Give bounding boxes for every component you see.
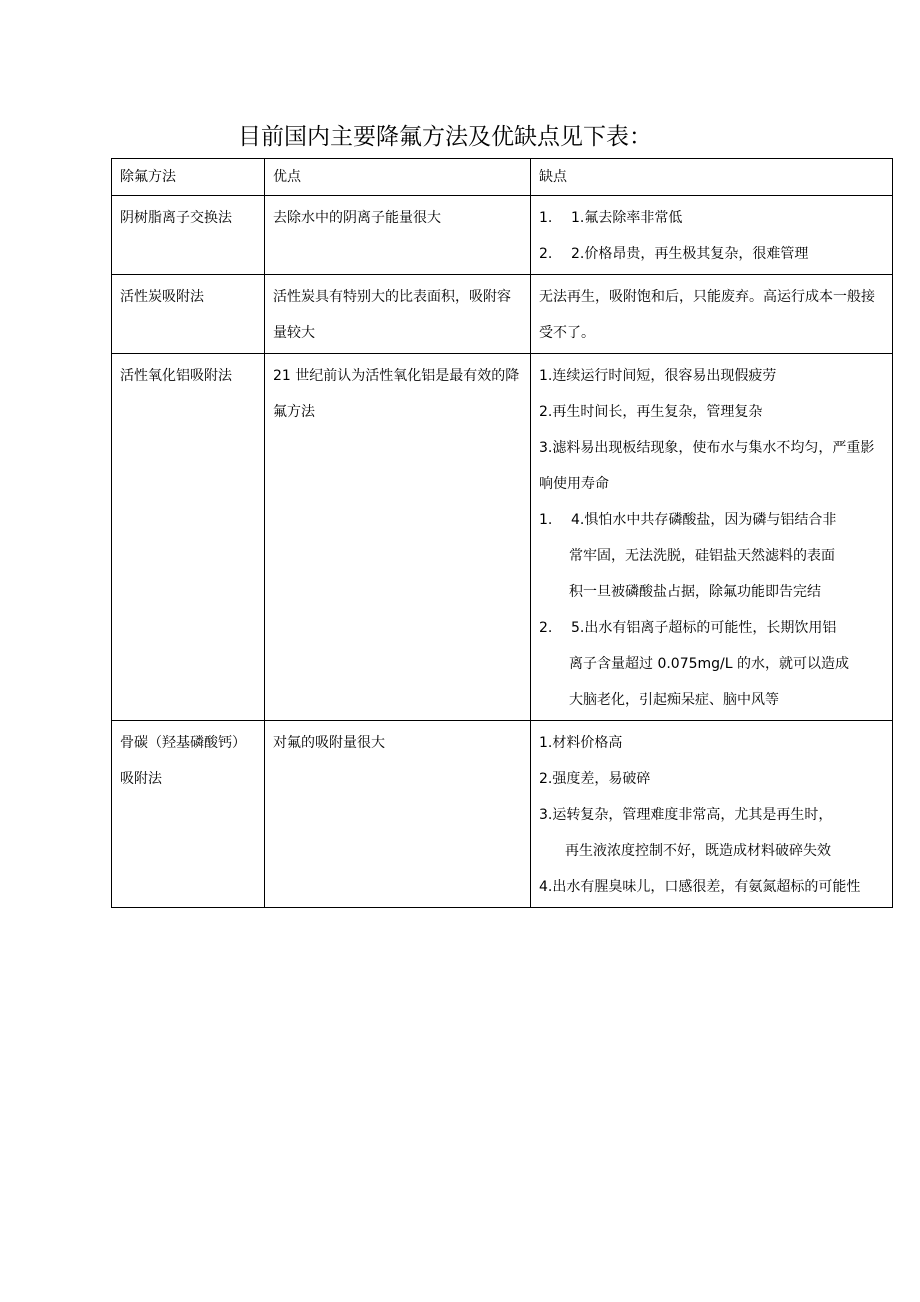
header-method: 除氟方法 xyxy=(112,159,265,196)
page-title: 目前国内主要降氟方法及优缺点见下表： xyxy=(238,124,652,150)
method-cell: 活性氧化铝吸附法 xyxy=(112,354,265,721)
table-row xyxy=(112,196,893,275)
disadvantage-cell xyxy=(531,354,893,721)
list-item: 4.出水有腥臭味儿，口感很差，有氨氮超标的可能性 xyxy=(539,879,861,895)
header-advantage: 优点 xyxy=(265,159,531,196)
list-item: 2. 2.价格昂贵，再生极其复杂，很难管理 xyxy=(539,246,809,262)
method-cell: 阴树脂离子交换法 xyxy=(112,196,265,275)
header-disadvantage: 缺点 xyxy=(531,159,893,196)
table-row xyxy=(112,275,893,354)
table-row xyxy=(112,721,893,908)
list-item-continuation: 积一旦被磷酸盐占据，除氟功能即告完结 xyxy=(569,584,821,600)
list-item-continuation: 再生液浓度控制不好，既造成材料破碎失效 xyxy=(565,843,831,859)
list-item: 3.运转复杂，管理难度非常高，尤其是再生时， xyxy=(539,807,833,823)
advantage-cell: 21 世纪前认为活性氧化铝是最有效的降氟方法 xyxy=(265,354,531,721)
list-item: 2.再生时间长，再生复杂，管理复杂 xyxy=(539,404,763,420)
list-item: 1.连续运行时间短，很容易出现假疲劳 xyxy=(539,368,777,384)
list-item-continuation: 大脑老化，引起痴呆症、脑中风等 xyxy=(569,692,779,708)
defluoridation-table xyxy=(111,158,893,908)
list-item-continuation: 离子含量超过 0.075mg/L 的水，就可以造成 xyxy=(569,656,850,672)
advantage-cell: 活性炭具有特别大的比表面积，吸附容量较大 xyxy=(265,275,531,354)
disadvantage-cell xyxy=(531,196,893,275)
table-header-row xyxy=(112,159,893,196)
advantage-cell: 去除水中的阴离子能量很大 xyxy=(265,196,531,275)
list-item: 3.滤料易出现板结现象，使布水与集水不均匀，严重影响使用寿命 xyxy=(539,440,875,492)
method-cell: 活性炭吸附法 xyxy=(112,275,265,354)
list-item-continuation: 常牢固，无法洗脱，硅铝盐天然滤料的表面 xyxy=(569,548,835,564)
list-item: 1.材料价格高 xyxy=(539,735,623,751)
list-item: 2. 5.出水有铝离子超标的可能性，长期饮用铝 xyxy=(539,620,837,636)
disadvantage-cell: 无法再生，吸附饱和后，只能废弃。高运行成本一般接受不了。 xyxy=(531,275,893,354)
table-row xyxy=(112,354,893,721)
list-item: 1. 1.氟去除率非常低 xyxy=(539,210,683,226)
disadvantage-cell xyxy=(531,721,893,908)
list-item: 2.强度差，易破碎 xyxy=(539,771,651,787)
advantage-cell: 对氟的吸附量很大 xyxy=(265,721,531,908)
method-cell: 骨碳（羟基磷酸钙） 吸附法 xyxy=(112,721,265,908)
list-item: 1. 4.惧怕水中共存磷酸盐，因为磷与铝结合非 xyxy=(539,512,837,528)
